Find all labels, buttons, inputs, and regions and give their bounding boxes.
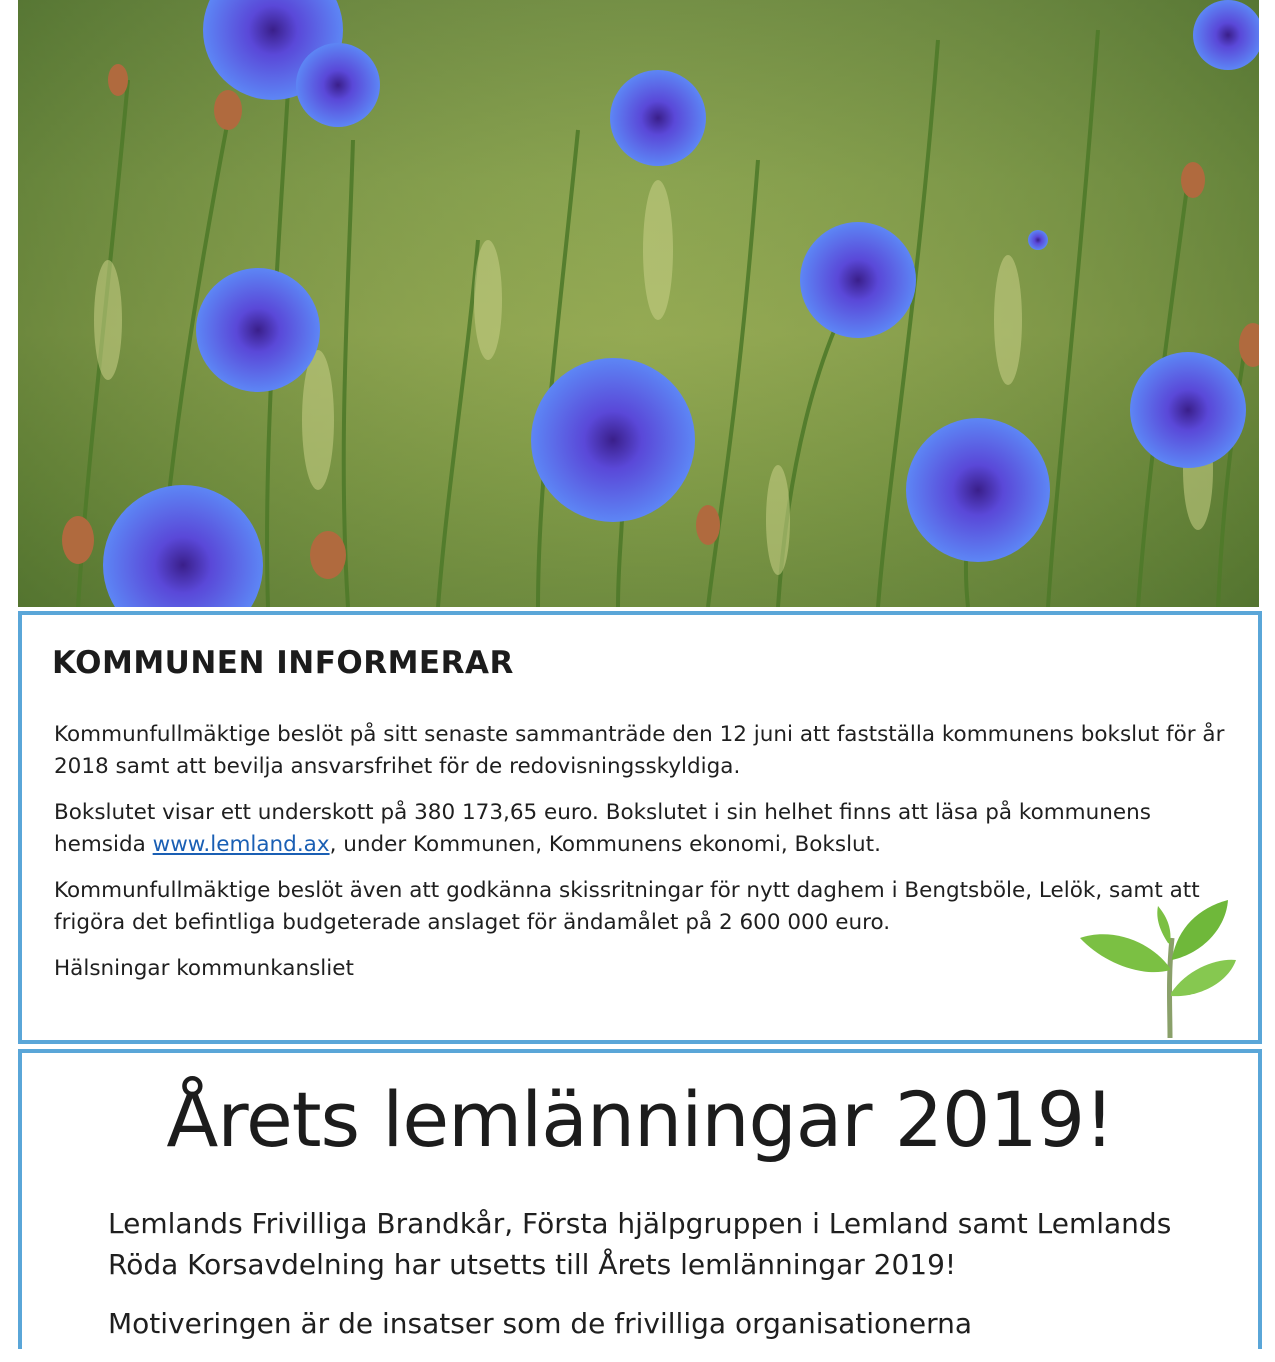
paragraph-daghem: Kommunfullmäktige beslöt även att godkänna skissritningar för nytt daghem i Bengtsböle, Lelök, samt att frigöra det befintliga budgeterade anslaget för ändamålet på 2 600 000 euro. <box>54 878 1200 935</box>
arets-body <box>108 1203 1218 1362</box>
paragraph-bokslut: Kommunfullmäktige beslöt på sitt senaste sammanträde den 12 juni att fastställa kommunens bokslut för år 2018 samt att bevilja ansvarsfrihet för de redovisningsskyldiga. <box>54 722 1225 779</box>
paragraph-motivering: Motiveringen är de insatser som de frivilliga organisationerna <box>108 1307 973 1340</box>
sprout-icon <box>1078 898 1238 1038</box>
section-title: KOMMUNEN INFORMERAR <box>52 645 514 681</box>
lemland-link[interactable]: www.lemland.ax <box>152 832 330 857</box>
info-box-kommunen <box>18 611 1262 1044</box>
text-hemsida-path: , under Kommunen, Kommunens ekonomi, Bokslut. <box>329 832 881 857</box>
section-body <box>54 719 1234 999</box>
paragraph-underskott <box>54 797 1234 861</box>
cornflower-field-illustration <box>18 0 1259 607</box>
arets-title: Årets lemlänningar 2019! <box>166 1075 1114 1164</box>
paragraph-organisations: Lemlands Frivilliga Brandkår, Första hjälpgruppen i Lemland samt Lemlands Röda Korsavdelning har utsetts till Årets lemlänningar 2019! <box>108 1207 1172 1281</box>
info-box-arets-lemlanningar <box>18 1049 1262 1349</box>
hero-photo-cornflowers <box>18 0 1259 607</box>
paragraph-greeting: Hälsningar kommunkansliet <box>54 956 354 981</box>
text-underskott: Bokslutet visar ett underskott på 380 173,65 euro. Bokslutet i sin helhet finns att läsa på kommunens hemsida <box>54 800 1151 857</box>
